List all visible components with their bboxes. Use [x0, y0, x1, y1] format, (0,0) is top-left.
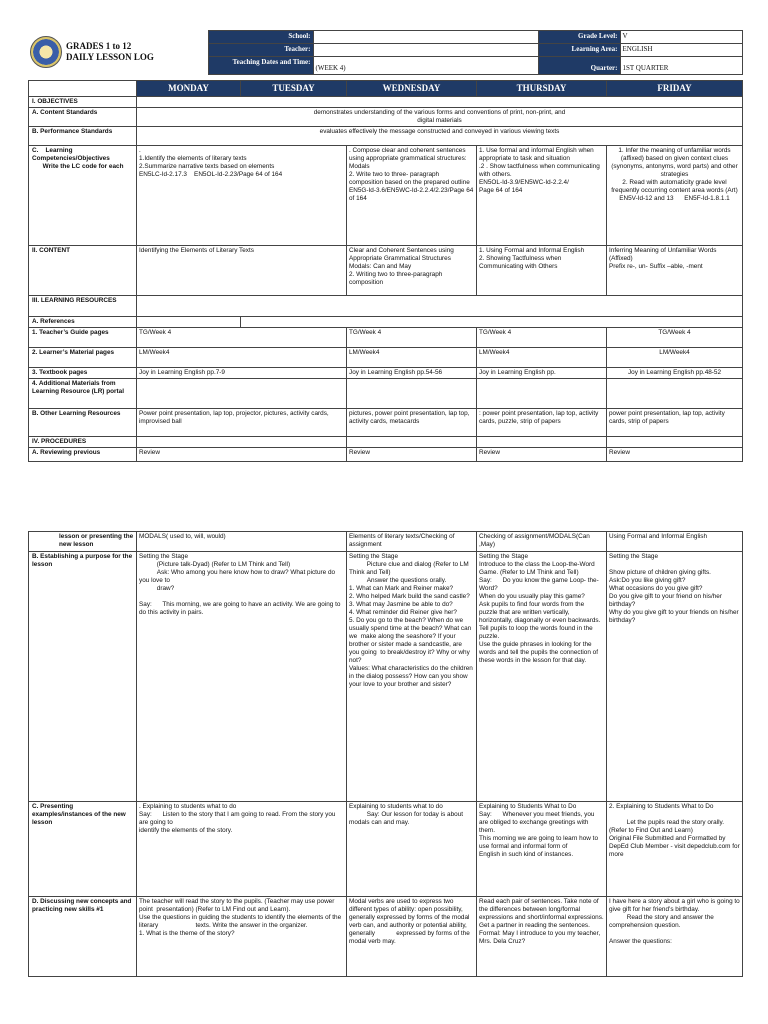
review-monday: Review [137, 448, 347, 462]
b-monday: Setting the Stage (Picture talk-Dyad) (Refer to LM Think and Tell) Ask: Who among you here know how to draw? What picture do you love to draw? Say: This morning, we are going to have an activity. We are going to do this activity in pairs. [137, 552, 347, 802]
day-monday: MONDAY [137, 81, 241, 97]
learners-material-label: 2. Learner’s Material pages [29, 348, 137, 368]
review-thursday: Review [477, 448, 607, 462]
tg-thursday: TG/Week 4 [477, 328, 607, 348]
day-friday: FRIDAY [607, 81, 743, 97]
dates-value: (WEEK 4) [313, 57, 538, 75]
b-wednesday: Setting the Stage Picture clue and dialog (Refer to LM Think and Tell) Answer the questions orally. 1. What can Mark and Reiner make? 2. Who helped Mark build the sand castle? 3. What may Jasmine be able to do? 4. What reminder did Reiner give her? 5. Do you go to the beach? When do we usually spend time at the beach? What can we make along the seashore? If your brother or sister made a sandcastle, are you going to break/destroy it? Why or why not? Values: What characteristics do the children in the dialog possess? How can you show your love to your brother and sister? [347, 552, 477, 802]
learning-resources-label: III. LEARNING RESOURCES [29, 296, 137, 317]
lesson-table-top [28, 80, 742, 462]
review-wednesday: Review [347, 448, 477, 462]
lm-friday: LM/Week4 [607, 348, 743, 368]
dates-label: Teaching Dates and Time: [208, 57, 313, 75]
header-logo-block [28, 31, 208, 75]
header [28, 30, 742, 75]
teachers-guide-label: 1. Teacher’s Guide pages [29, 328, 137, 348]
tb-thursday: Joy in Learning English pp. [477, 368, 607, 379]
day-wednesday: WEDNESDAY [347, 81, 477, 97]
performance-standards-label: B. Performance Standards [29, 127, 137, 146]
day-thursday: THURSDAY [477, 81, 607, 97]
a-thursday: Checking of assignment/MODALS(Can ,May) [477, 532, 607, 552]
a-monday: MODALS( used to, will, would) [137, 532, 347, 552]
reviewing-previous-label: A. Reviewing previous [29, 448, 137, 462]
lc-wednesday: . Compose clear and coherent sentences using appropriate grammatical structures: Modals 2. Write two to three- paragraph composition based on the prepared outline EN5G-Id-3.6/EN5WC-Id-2.2.4/2.23/Page 64 of 164 [347, 146, 477, 246]
olr-wednesday: pictures, power point presentation, lap top, activity cards, metacards [347, 409, 477, 437]
establishing-purpose-label: B. Establishing a purpose for the lesson [29, 552, 137, 802]
teacher-value [313, 44, 538, 57]
tg-friday: TG/Week 4 [607, 328, 743, 348]
a-wednesday: Elements of literary texts/Checking of assignment [347, 532, 477, 552]
a-friday: Using Formal and Informal English [607, 532, 743, 552]
b-friday: Setting the Stage Show picture of children giving gifts. Ask:Do you like giving gift? What occasions do you give gift? Do you give gift to your friend on his/her birthday? Why do you give gift to your friends on his/her birthday? [607, 552, 743, 802]
c-thursday: Explaining to Students What to Do Say: Whenever you meet friends, you are obliged to exchange greetings with them. This morning we are going to learn how to use formal and informal form of English in such kind of instances. [477, 802, 607, 897]
quarter-label: Quarter: [538, 57, 620, 75]
tb-friday: Joy in Learning English pp.48-52 [607, 368, 743, 379]
tg-wednesday: TG/Week 4 [347, 328, 477, 348]
learning-competencies-label: C. Learning Competencies/Objectives Write the LC code for each [29, 146, 137, 246]
tb-monday: Joy in Learning English pp.7-9 [137, 368, 347, 379]
school-label: School: [208, 31, 313, 44]
olr-thursday: : power point presentation, lap top, activity cards, puzzle, strip of papers [477, 409, 607, 437]
content-wednesday: Clear and Coherent Sentences using Appropriate Grammatical Structures Modals: Can and May 2. Writing two to three-paragraph composition [347, 246, 477, 296]
tg-monday: TG/Week 4 [137, 328, 347, 348]
day-header-row [29, 81, 743, 97]
title-line-1: GRADES 1 to 12 [66, 40, 132, 51]
lc-monday: . 1.Identify the elements of literary texts 2.Summarize narrative texts based on elements EN5LC-Id-2.17.3 EN5OL-Id-2.23/Page 64 of 164 [137, 146, 347, 246]
lesson-table-bottom [28, 531, 742, 977]
other-resources-label: B. Other Learning Resources [29, 409, 137, 437]
content-standards-text: demonstrates understanding of the various forms and conventions of print, non-print, and digital materials [137, 108, 743, 127]
d-thursday: Read each pair of sentences. Take note of the differences between long/formal expressions and short/informal expressions. Get a partner in reading the sentences. Formal: May I introduce to you my teacher, Mrs. Dela Cruz? [477, 897, 607, 977]
content-friday: Inferring Meaning of Unfamiliar Words (Affixed) Prefix re-, un- Suffix –able, -ment [607, 246, 743, 296]
deped-seal-icon [30, 36, 62, 68]
textbook-label: 3. Textbook pages [29, 368, 137, 379]
lm-monday: LM/Week4 [137, 348, 347, 368]
presenting-examples-label: C. Presenting examples/instances of the new lesson [29, 802, 137, 897]
quarter-value: 1ST QUARTER [620, 57, 742, 75]
title-line-2: DAILY LESSON LOG [66, 51, 154, 62]
school-value [313, 31, 538, 44]
c-friday: 2. Explaining to Students What to Do Let the pupils read the story orally. (Refer to Find Out and Learn) Original File Submitted and Formatted by DepEd Club Member - visit depedclub.com for more [607, 802, 743, 897]
review-friday: Review [607, 448, 743, 462]
tb-wednesday: Joy in Learning English pp.54-56 [347, 368, 477, 379]
d-friday: I have here a story about a girl who is going to give gift for her friend’s birthday. Read the story and answer the comprehension question. Answer the questions: [607, 897, 743, 977]
lc-thursday: 1. Use formal and informal English when appropriate to task and situation .2 . Show tactfulness when communicating with others. EN5OL-Id-3.9/EN5WC-Id-2.2.4/ Page 64 of 164 [477, 146, 607, 246]
olr-monday: Power point presentation, lap top, projector, pictures, activity cards, improvised ball [137, 409, 347, 437]
content-label: II. CONTENT [29, 246, 137, 296]
presenting-new-lesson-label: lesson or presenting the new lesson [29, 532, 137, 552]
content-standards-label: A. Content Standards [29, 108, 137, 127]
olr-friday: power point presentation, lap top, activity cards, strip of papers [607, 409, 743, 437]
content-monday: Identifying the Elements of Literary Texts [137, 246, 347, 296]
discussing-concepts-label: D. Discussing new concepts and practicing new skills #1 [29, 897, 137, 977]
lm-thursday: LM/Week4 [477, 348, 607, 368]
performance-standards-text: evaluates effectively the message constructed and conveyed in various viewing texts [137, 127, 743, 146]
c-wednesday: Explaining to students what to do Say: Our lesson for today is about modals can and may. [347, 802, 477, 897]
lm-wednesday: LM/Week4 [347, 348, 477, 368]
area-label: Learning Area: [538, 44, 620, 57]
objectives-label: I. OBJECTIVES [29, 97, 137, 108]
c-monday: . Explaining to students what to do Say: Listen to the story that I am going to read. From the story you are going to identify the elements of the story. [137, 802, 347, 897]
b-thursday: Setting the Stage Introduce to the class the Loop-the-Word Game. (Refer to LM Think and Tell) Say: Do you know the game Loop- the- Word? When do you usually play this game? Ask pupils to find four words from the puzzle that are written vertically, horizontally, diagonally or even backwards. Tell pupils to loop the words found in the puzzle. Use the guide phrases in looking for the words and tell the pupils the connection of these words in the lesson for that day. [477, 552, 607, 802]
lc-friday: 1. Infer the meaning of unfamiliar words (affixed) based on given context clues (synonyms, antonyms, word parts) and other strategies 2. Read with automaticity grade level frequently occurring content area words (Art) EN5V-Id-12 and 13 EN5F-Id-1.8.1.1 [607, 146, 743, 246]
area-value: ENGLISH [620, 44, 742, 57]
references-label: A. References [29, 317, 137, 328]
teacher-label: Teacher: [208, 44, 313, 57]
day-tuesday: TUESDAY [241, 81, 347, 97]
grade-label: Grade Level: [538, 31, 620, 44]
grade-value: V [620, 31, 742, 44]
d-monday: The teacher will read the story to the pupils. (Teacher may use power point presentation) (Refer to LM Find out and Learn). Use the questions in guiding the students to identify the elements of the literary texts. Write the answer in the organizer. 1. What is the theme of the story? [137, 897, 347, 977]
procedures-label: IV. PROCEDURES [29, 437, 137, 448]
content-thursday: 1. Using Formal and Informal English 2. Showing Tactfulness when Communicating with Others [477, 246, 607, 296]
d-wednesday: Modal verbs are used to express two different types of ability: open possibility, generally expressed by forms of the modal verb can, and authority or potential ability, generally expressed by forms of the modal verb may. [347, 897, 477, 977]
additional-materials-label: 4. Additional Materials from Learning Resource (LR) portal [29, 379, 137, 409]
